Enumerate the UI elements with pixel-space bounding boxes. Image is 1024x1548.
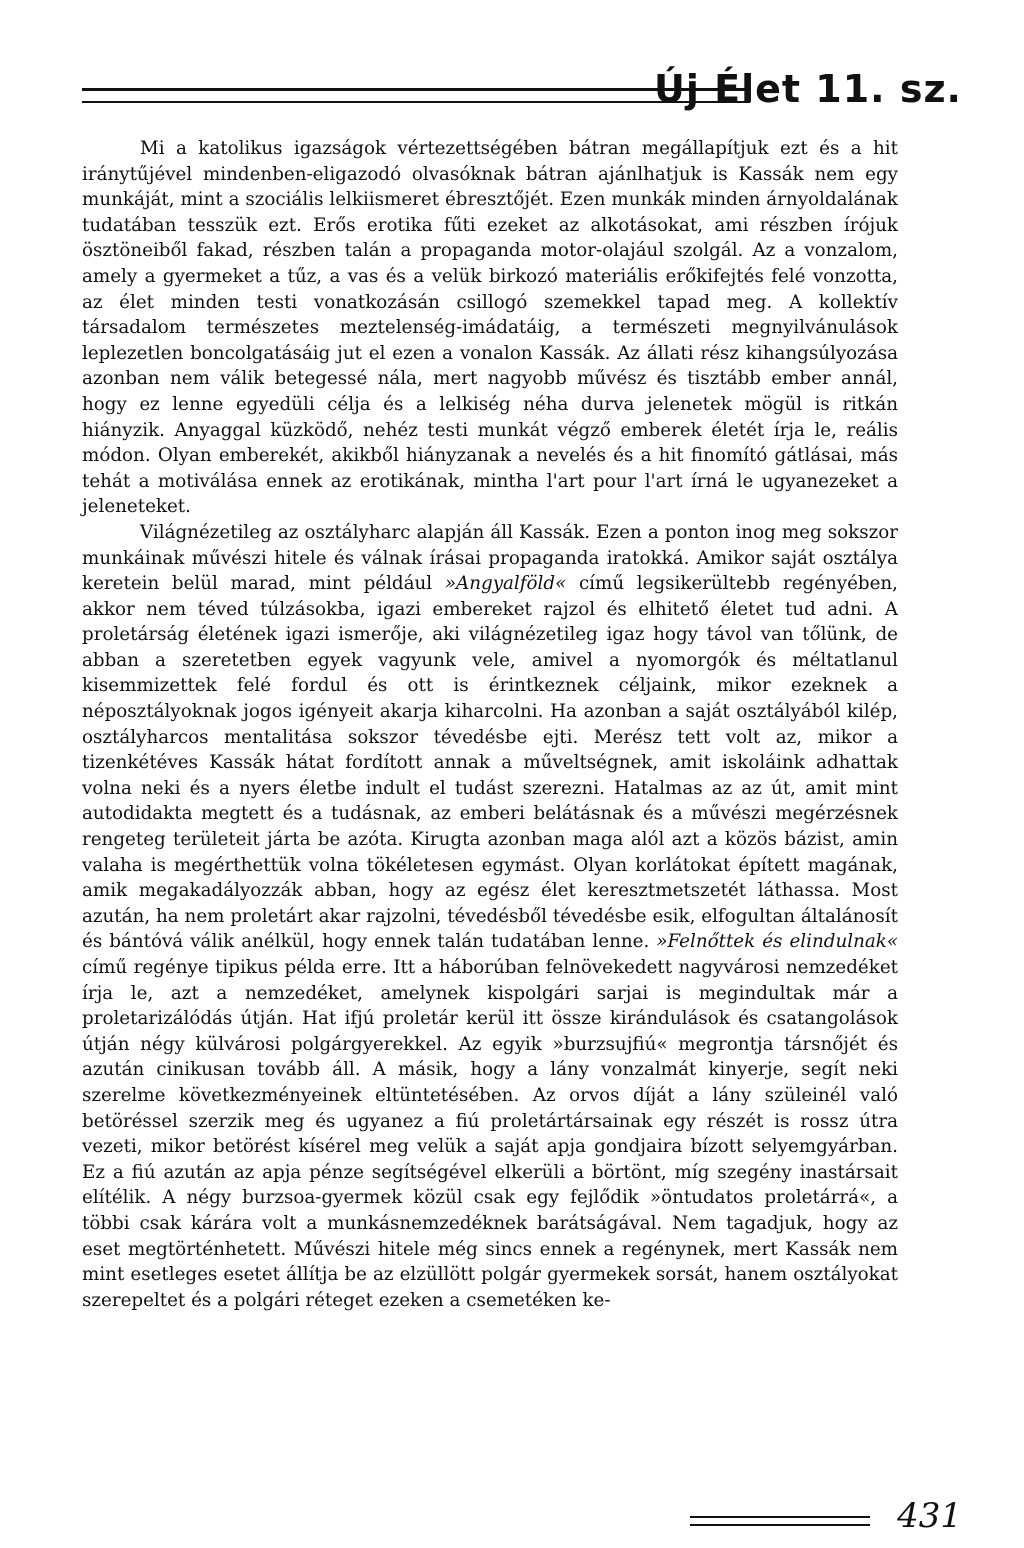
book-title-angyalfold: »Angyalföld«: [444, 573, 567, 595]
journal-title: Új Élet 11. sz.: [654, 67, 962, 111]
paragraph-2-text-a: Világnézetileg az osztályharc alapján áll Kassák. Ezen a ponton inog meg sokszor munkáinak művészi hitele és válnak írásai propaganda iratokká. Amikor saját osztálya keretein belül marad, mint például: [82, 521, 898, 595]
paragraph-2-text-c: című regénye tipikus példa erre. Itt a háborúban felnövekedett nagyvárosi nemzedéket írja le, azt a nemzedéket, amelynek kispolgári sarjai is megindultak már a proletarizálódás útján. Hat ifjú proletár kerül itt össze kirándulások és csatangolások útján négy külvárosi polgárgyerekkel. Az egyik »burzsujfiú« megrontja társnőjét és azután cinikusan tovább áll. A másik, hogy a lány vonzalmát kinyerje, segít neki szerelme következményeinek eltüntetésében. Az orvos díját a lány szüleinél való betöréssel szerzik meg és ugyanez a fiú proletártársainak egy részét is rossz útra vezeti, mikor betörést kísérel meg velük a saját apja gondjaira bízott selyemgyárban. Ez a fiú azután az apja pénze segítségével elkerüli a börtönt, míg szegény inastársait elítélik. A négy burzsoa-gyermek közül csak egy fejlődik »öntudatos proletárrá«, a többi csak kárára volt a munkásnemzedéknek barátságával. Nem tagadjuk, hogy az eset megtörténhetett. Művészi hitele még sincs ennek a regénynek, mert Kassák nem mint esetleges esetet állítja be az elzüllött polgár gyermekek sorsát, hanem osztályokat szerepeltet és a polgári réteget ezeken a csemetéken ke-: [82, 957, 898, 1311]
header-rule: [82, 88, 750, 103]
page-number: 431: [897, 1496, 962, 1536]
paragraph-1-text: Mi a katolikus igazságok vértezettségében bátran megállapítjuk ezt és a hit iránytűjével mindenben-eligazodó olvasóknak bátran ajánlhatjuk is Kassák nem egy munkáját, mint a szociális lelkiismeret ébresztőjét. Ezen munkák minden árnyoldalának tudatában tesszük ezt. Erős erotika fűti ezeket az alkotásokat, ami részben írójuk ösztöneiből fakad, részben talán a propaganda motor-olajául szolgál. Az a vonzalom, amely a gyermeket a tűz, a vas és a velük birkozó materiális erőkifejtés felé vonzotta, az élet minden testi vonatkozásán csillogó szemekkel tapad meg. A kollektív társadalom természetes meztelenség-imádatáig, a természeti megnyilvánulások leplezetlen boncolgatásáig jut el ezen a vonalon Kassák. Az állati rész kihangsúlyozása azonban nem válik betegessé nála, mert nagyobb művész és tisztább ember annál, hogy ez lenne egyedüli célja és a lelkiség néha durva jelenetek mögül is ritkán hiányzik. Anyaggal küzködő, nehéz testi munkát végző emberek életét írja le, reális módon. Olyan emberekét, akikből hiányzanak a nevelés és a hit finomító gátlásai, más tehát a motiválása ennek az erotikának, mintha l'art pour l'art írná le ugyanezeket a jeleneteket.: [82, 138, 898, 518]
paragraph-1: [82, 136, 898, 520]
paragraph-2: [82, 520, 898, 1313]
footer-rule: [690, 1516, 870, 1526]
article-body: [82, 136, 898, 1313]
paragraph-2-text-b: című legsikerültebb regényében, akkor nem téved túlzásokba, igazi embereket rajzol és elhitető életet tud adni. A proletárság életének igazi ismerője, aki világnézetileg igaz hogy távol van tőlünk, de abban a szeretetben egyek vagyunk vele, amivel a nyomorgók és méltatlanul kisemmizettek felé fordul és ott is érintkeznek céljaink, mikor ezeknek a néposztályoknak jogos igényeit akarja kiharcolni. Ha azonban a saját osztályából kilép, osztályharcos mentalitása sokszor tévedésbe ejti. Merész tett volt az, mikor a tizenkétéves Kassák hátat fordított annak a műveltségnek, amit iskoláink adhattak volna neki és a nyers életbe indult el tudást szerezni. Hatalmas az az út, amit mint autodidakta megtett és a tudásnak, az emberi belátásnak és a művészi megérzésnek rengeteg területeit járta be azóta. Kirugta azonban maga alól azt a közös bázist, amin valaha is megérthettük volna tökéletesen egymást. Olyan korlátokat épített magának, amik megakadályozzák abban, hogy az egész élet keresztmetszetét láthassa. Most azután, ha nem proletárt akar rajzolni, tévedésből tévedésbe esik, elfogultan általánosít és bántóvá válik anélkül, hogy ennek talán tudatában lenne.: [82, 573, 898, 953]
page-footer: [690, 1496, 962, 1536]
book-title-felnottek: »Felnőttek és elindulnak«: [656, 931, 899, 953]
running-header: [82, 64, 962, 114]
